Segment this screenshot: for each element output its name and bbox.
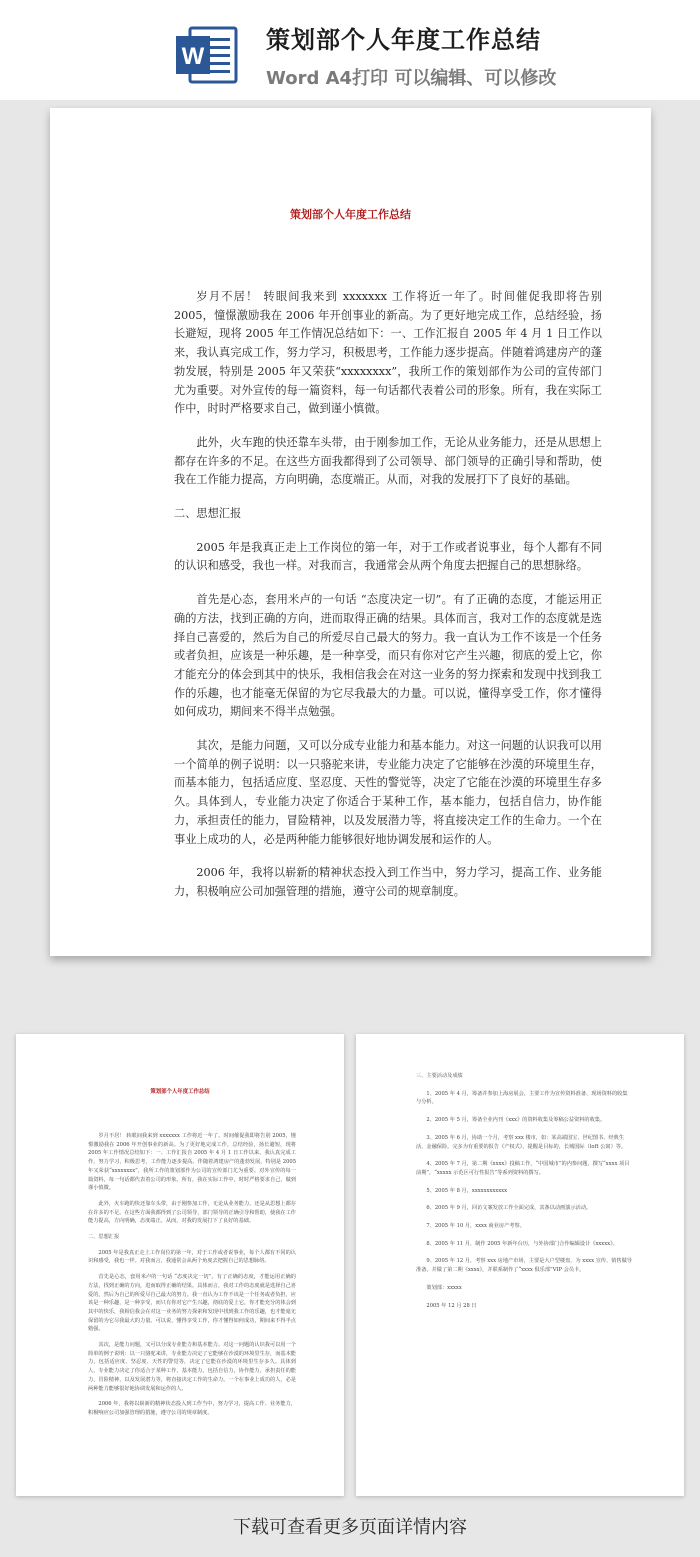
document-paragraph: 2006 年，我将以崭新的精神状态投入到工作当中，努力学习，提高工作、业务能力，积极响应公司加强管理的措施，遵守公司的规章制度。 <box>174 866 602 898</box>
thumbnail-paragraph: 岁月不居！ 转眼间我来到 xxxxxxx 工作将近一年了。时间催促我即将告别 2005，憧憬激励我在 2006 年开创事业的新高。为了更好地完成工作，总结经验，扬长避短，现将 2005 年工作情况总结如下：一、工作汇报自 2005 年 4 月 1 日工作以来，我认真完成工作，努力学习，积极思考，工作能力逐步提高。伴随着鸿建房产的蓬勃发展，特别是 2005 年又荣获“xxxxxxxx”，我所工作的策划部作为公司的宣传部门尤为重要。对外宣传的每一篇资料，每一句话都代表着公司的形象。所有，我在实际工作中，时时严格要求自己，做到谨小慎微。 <box>88 1133 296 1192</box>
download-more-link[interactable]: 下载可查看更多页面详情内容 <box>233 1517 467 1538</box>
document-paragraph: 其次，是能力问题，又可以分成专业能力和基本能力。对这一问题的认识我可以用一个简单的例子说明：以一只骆驼来讲，专业能力决定了它能够在沙漠的环境里生存，而基本能力，包括适应度、坚忍度、天性的警觉等，决定了它能在沙漠的环境里生存多久。具体到人，专业能力决定了你适合于某种工作，基本能力，包括自信力，协作能力，承担责任的能力，冒险精神，以及发展潜力等，将直接决定工作的生命力。一个在事业上成功的人，必是两种能力能够很好地协调发展和运作的人。 <box>174 739 602 846</box>
activity-item: 3、2005 年 6 月，协助一个月，考察 xxx 楼市，如：某高端国宝、世纪图书、经典生活，金融保险。完多为有重要的报告《产权式》，提醒是目标的，长城国际（loft 公寓）等。 <box>416 1134 627 1150</box>
document-paragraph: 此外，火车跑的快还靠车头带，由于刚参加工作，无论从业务能力，还是从思想上都存在许多的不足。在这些方面我都得到了公司领导、部门领导的正确引导和帮助，使我在工作能力提高，方向明确，态度端正。从而，对我的发展打下了良好的基础。 <box>174 435 602 487</box>
document-paragraph: 首先是心态，套用米卢的一句话 “态度决定一切”。有了正确的态度，才能运用正确的方法，找到正确的方向，进而取得正确的结果。具体而言，我对工作的态度就是选择自己喜爱的，然后为自己的所爱尽自己最大的努力。我一直认为工作不该是一个任务或者负担，应该是一种乐趣，是一种享受，而只有你对它产生兴趣，彻底的爱上它，你才能充分的体会到其中的快乐，我相信我会在对这一业务的努力探索和发现中找到我工作的乐趣，也才能毫无保留的为它尽我最大的力量。可以说，懂得享受工作，你才懂得如何成功，期间来不得半点勉强。 <box>174 593 602 719</box>
header-subtitle: Word A4打印 可以编辑、可以修改 <box>266 68 557 89</box>
thumbnail-paragraph: 2005 年是我真正走上工作岗位的第一年，对于工作或者说事业，每个人都有不同的认识和感受，我也一样。对我而言，我通常会从两个角度去把握自己的思想脉络。 <box>88 1249 296 1265</box>
word-document-icon <box>174 22 240 88</box>
document-body <box>174 288 602 917</box>
activity-item: 5、2005 年 8 月，xxxxxxxxxxxx <box>426 1187 507 1194</box>
document-title: 策划部个人年度工作总结 <box>290 208 411 221</box>
thumbnail-paragraph: 首先是心态，套用米卢的一句话 “态度决定一切”。有了正确的态度，才能运用正确的方法，找到正确的方向，进而取得正确的结果。具体而言，我对工作的态度就是选择自己喜爱的，然后为自己的所爱尽自己最大的努力。我一直认为工作不该是一个任务或者负担，应该是一种乐趣，是一种享受，而只有你对它产生兴趣，彻底的爱上它，你才能充分的体会到其中的快乐，我相信我会在对这一业务的努力探索和发现中找到我工作的乐趣，也才能毫无保留的为它尽我最大的力量。可以说，懂得享受工作，你才懂得如何成功，期间来不得半点勉强。 <box>88 1274 296 1333</box>
header-banner <box>0 0 700 100</box>
section-heading: 二、思想汇报 <box>174 507 242 521</box>
activity-item: 1、2005 年 4 月，筹备并参加上海房展会，主要工作为宣传资料准备、现场资料的收集与分析。 <box>416 1090 628 1106</box>
activity-item: 8、2005 年 11 月，制作 2005 年新年台历，与外协部门合作编辑设计《xxxxx》。 <box>426 1240 618 1247</box>
document-date: 2005 年 12 月 28 日 <box>426 1302 477 1309</box>
document-page-preview[interactable] <box>50 108 651 956</box>
document-paragraph: 2005 年是我真正走上工作岗位的第一年，对于工作或者说事业，每个人都有不同的认识和感受，我也一样。对我而言，我通常会从两个角度去把握自己的思想脉络。 <box>174 540 602 573</box>
activity-item: 7、2005 年 10 月，xxxx 商业房产考察。 <box>426 1223 525 1230</box>
activity-item: 9、2005 年 12 月，考察 xxx 房地产市场，主要是大户型楼盘，为 xxxx 宣传、销售做导准备，并做了第二期《xxxx》，并联系制作了“xxxx 俱乐部”VIP 会员卡。 <box>416 1258 632 1274</box>
thumbnail-paragraph: 其次，是能力问题，又可以分成专业能力和基本能力。对这一问题的认识我可以用一个简单的例子说明：以一只骆驼来讲，专业能力决定了它能够在沙漠的环境里生存，而基本能力，包括适应度、坚忍度、天性的警觉等，决定了它能在沙漠的环境里生存多久。具体到人，专业能力决定了你适合于某种工作，基本能力，包括自信力，协作能力，承担责任的能力，冒险精神，以及发展潜力等，将直接决定工作的生命力。一个在事业上成功的人，必是两种能力能够很好地协调发展和运作的人。 <box>88 1342 296 1392</box>
thumbnail-title: 策划部个人年度工作总结 <box>150 1089 210 1095</box>
header-title: 策划部个人年度工作总结 <box>266 26 541 54</box>
thumbnail-heading: 二、思想汇报 <box>88 1234 120 1241</box>
page-thumbnail-1[interactable] <box>16 1034 344 1496</box>
thumbnail-paragraph: 2006 年，我将以崭新的精神状态投入到工作当中，努力学习，提高工作、业务能力，积极响应公司加强管理的措施，遵守公司的规章制度。 <box>88 1401 296 1416</box>
signature: 策划部：xxxxx <box>426 1284 462 1291</box>
page-thumbnail-2[interactable] <box>356 1034 684 1496</box>
activity-item: 6、2005 年 9 月，回访文案发放工作全面完成，其条以动画演示活动。 <box>426 1205 592 1212</box>
activity-item: 4、2005 年 7 月，第二期《xxxx》投稿工作，“中国城市”的内参问题，撰写“xxxx 项目前期”，“xxxxx 示范区可行性报告”等系列资料的撰写。 <box>416 1161 630 1176</box>
thumbnail-body <box>88 1132 296 1425</box>
document-paragraph: 岁月不居！ 转眼间我来到 xxxxxxx 工作将近一年了。时间催促我即将告别 2005，憧憬激励我在 2006 年开创事业的新高。为了更好地完成工作，总结经验，扬长避短，现将 2005 年工作情况总结如下：一、工作汇报自 2005 年 4 月 1 日工作以来，我认真完成工作，努力学习，积极思考，工作能力逐步提高。伴随着鸿建房产的蓬勃发展，特别是 2005 年又荣获“xxxxxxxx”，我所工作的策划部作为公司的宣传部门尤为重要。对外宣传的每一篇资料，每一句话都代表着公司的形象。所有，我在实际工作中，时时严格要求自己，做到谨小慎微。 <box>174 290 602 416</box>
svg-text:W: W <box>181 43 205 70</box>
activity-item: 2、2005 年 5 月，筹备全业内刊《xxx》的资料收集及筹稿公益资料的收集。 <box>426 1117 606 1124</box>
thumbnail-heading: 三、主要活动及成绩 <box>416 1073 463 1079</box>
thumbnail-paragraph: 此外，火车跑的快还靠车头带，由于刚参加工作，无论从业务能力，还是从思想上都存在许多的不足。在这些方面我都得到了公司领导、部门领导的正确引导和帮助，使我在工作能力提高，方向明确，态度端正。从而，对我的发展打下了良好的基础。 <box>88 1200 296 1225</box>
thumbnail-body <box>416 1072 632 1319</box>
